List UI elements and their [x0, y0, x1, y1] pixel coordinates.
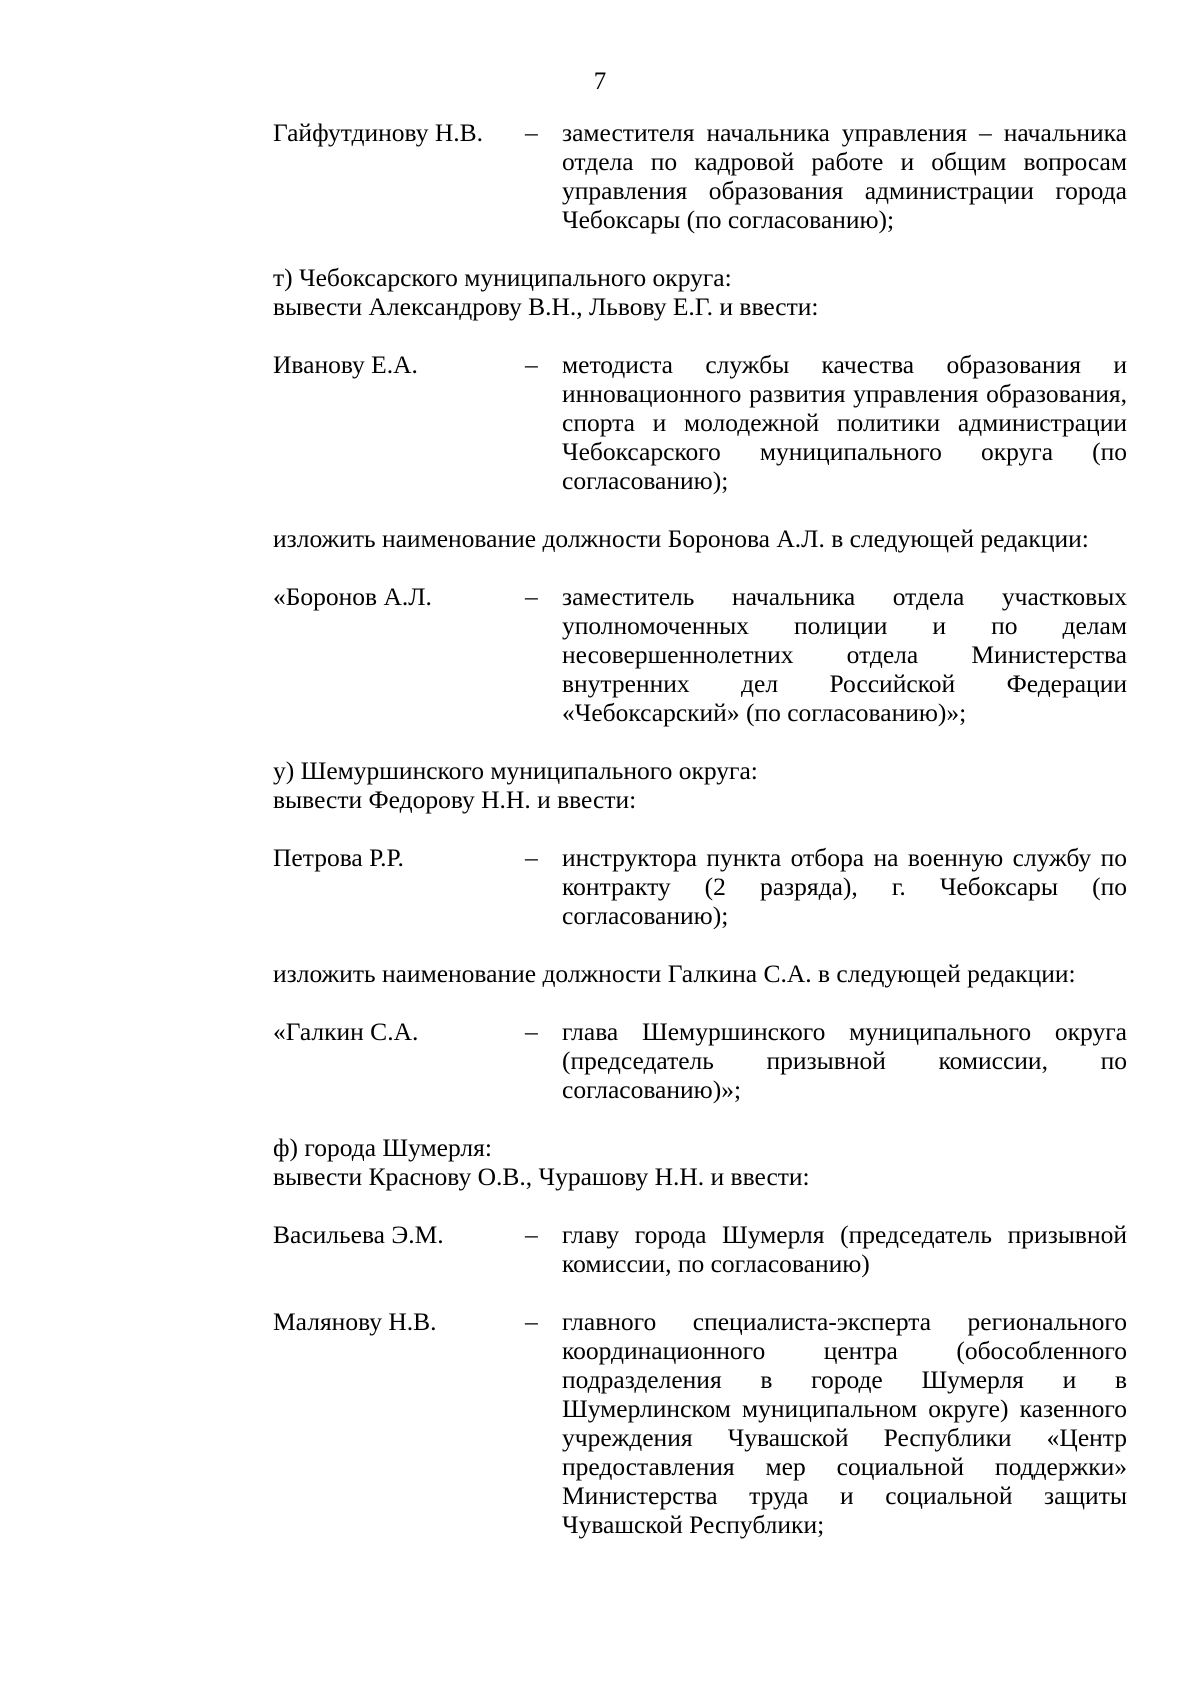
document-body	[273, 118, 1127, 1539]
entry-dash: –	[525, 350, 538, 379]
person-entry	[273, 582, 1127, 727]
entry-dash: –	[525, 1307, 538, 1336]
person-entry	[273, 350, 1127, 495]
entry-dash: –	[525, 582, 538, 611]
page-number: 7	[593, 68, 607, 95]
entry-dash: –	[525, 1017, 538, 1046]
section-heading: ф) города Шумерля:	[273, 1133, 492, 1162]
person-position: заместитель начальника отдела участковых уполномоченных полиции и по делам несовершеннолетних отдела Министерства внутренних дел Российской Федерации «Чебоксарский» (по согласованию)»;	[562, 582, 1127, 727]
section-instruction: вывести Федорову Н.Н. и ввести:	[273, 785, 637, 814]
person-entry	[273, 118, 1127, 234]
section-instruction: изложить наименование должности Галкина С.А. в следующей редакции:	[273, 959, 1076, 988]
person-entry	[273, 1220, 1127, 1278]
person-position: инструктора пункта отбора на военную службу по контракту (2 разряда), г. Чебоксары (по согласованию);	[562, 843, 1127, 930]
section-instruction: вывести Александрову В.Н., Львову Е.Г. и ввести:	[273, 292, 819, 321]
person-position: глава Шемуршинского муниципального округа (председатель призывной комиссии, по согласованию)»;	[562, 1017, 1127, 1104]
person-entry	[273, 1017, 1127, 1104]
person-name: Иванову Е.А.	[273, 350, 418, 379]
person-name: «Галкин С.А.	[273, 1017, 419, 1046]
person-name: Гайфутдинову Н.В.	[273, 118, 484, 147]
person-position: методиста службы качества образования и инновационного развития управления образования, спорта и молодежной политики администрации Чебоксарского муниципального округа (по согласованию);	[562, 350, 1127, 495]
person-position: главу города Шумерля (председатель призывной комиссии, по согласованию)	[562, 1220, 1127, 1278]
person-position: главного специалиста-эксперта регионального координационного центра (обособленного подразделения в городе Шумерля и в Шумерлинском муниципальном округе) казенного учреждения Чувашской Республики «Центр предоставления мер социальной поддержки» Министерства труда и социальной защиты Чувашской Республики;	[562, 1307, 1127, 1539]
section-instruction: изложить наименование должности Боронова А.Л. в следующей редакции:	[273, 524, 1089, 553]
person-name: Петрова Р.Р.	[273, 843, 404, 872]
person-name: Малянову Н.В.	[273, 1307, 437, 1336]
person-entry	[273, 1307, 1127, 1539]
entry-dash: –	[525, 118, 538, 147]
section-heading: т) Чебоксарского муниципального округа:	[273, 263, 732, 292]
section-heading: у) Шемуршинского муниципального округа:	[273, 756, 758, 785]
person-entry	[273, 843, 1127, 930]
entry-dash: –	[525, 1220, 538, 1249]
entry-dash: –	[525, 843, 538, 872]
person-name: Васильева Э.М.	[273, 1220, 444, 1249]
person-name: «Боронов А.Л.	[273, 582, 432, 611]
person-position: заместителя начальника управления – начальника отдела по кадровой работе и общим вопросам управления образования администрации города Чебоксары (по согласованию);	[562, 118, 1127, 234]
section-instruction: вывести Краснову О.В., Чурашову Н.Н. и ввести:	[273, 1162, 810, 1191]
